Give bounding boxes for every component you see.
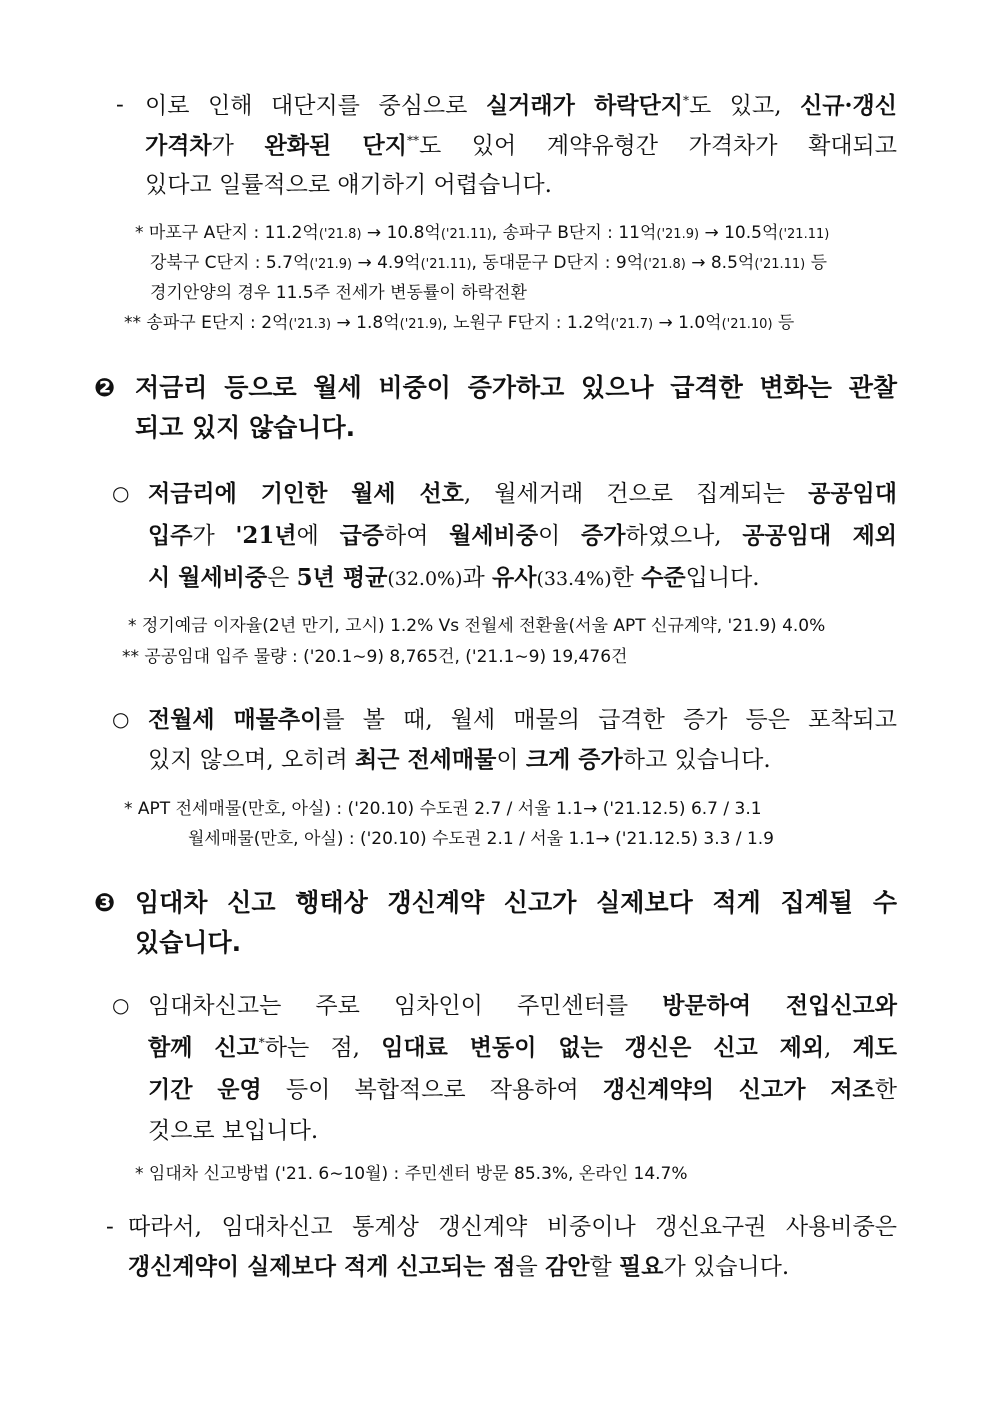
bold-run: 월세비중 (449, 522, 539, 549)
bold-run: 증가 (580, 522, 626, 549)
text-run: , 동대문구 D단지 : 9억 (471, 253, 644, 273)
text-run: 하여 (384, 523, 450, 549)
bold-run: 갱신계약의 신고가 저조 (602, 1076, 875, 1103)
line (148, 700, 897, 740)
text-run: 도 있고, (688, 93, 801, 119)
line: 것으로 보입니다. (148, 1118, 319, 1144)
text-run: 등 (805, 253, 828, 273)
bold-run: 필요 (619, 1253, 664, 1280)
text-run: 한 (874, 1077, 897, 1103)
bold-run: 방문하여 전입신고와 (662, 992, 897, 1019)
bold-run: 계도 (852, 1034, 898, 1061)
bold-run: 유사 (492, 564, 537, 591)
dash-marker: - (106, 1214, 114, 1240)
line (148, 557, 897, 600)
line (148, 1069, 897, 1111)
text-run: → 1.0억 (653, 313, 722, 333)
text-run: 를 볼 때, 월세 매물의 급격한 증가 등은 포착되고 (322, 707, 897, 733)
date-run: ('21.9) (399, 317, 443, 332)
footnote-mark: ** (406, 133, 419, 148)
text-run: 입니다. (685, 565, 760, 591)
heading-number: ❸ (94, 888, 116, 917)
bold-run: 입주 (148, 522, 193, 549)
bold-run: 공공임대 제외 (742, 522, 898, 549)
date-run: ('21.9) (309, 257, 353, 272)
footnote-mark: * (258, 1035, 265, 1050)
heading-line: 있습니다. (135, 928, 242, 957)
text-run: → 8.5억 (685, 253, 755, 273)
bold-run: 수준 (641, 564, 686, 591)
text-run: 강북구 C단지 : 5.7억 (150, 253, 310, 273)
bullet-marker: ○ (112, 481, 130, 505)
footnote-line: 월세매물(만호, 아실) : ('20.10) 수도권 2.1 / 서울 1.1→ ('21.12.5) 3.3 / 1.9 (188, 829, 774, 849)
bold-run: 최근 전세매물 (355, 746, 497, 773)
heading-line: 임대차 신고 행태상 갱신계약 신고가 실제보다 적게 집계될 수 (135, 888, 897, 917)
text-run: 등이 복합적으로 작용하여 (261, 1077, 603, 1103)
date-run: ('21.8) (643, 257, 686, 272)
text-run: 과 (462, 565, 493, 591)
text-run: 하는 점, (264, 1035, 382, 1061)
line (145, 126, 897, 166)
bold-run: 임대료 변동이 없는 갱신은 신고 제외 (381, 1034, 825, 1061)
footnote-line (135, 219, 829, 249)
bold-run: 완화된 단지 (264, 132, 407, 159)
bullet-marker: ○ (112, 707, 130, 731)
percent-run: (32.0%) (387, 568, 463, 590)
line (148, 985, 897, 1027)
bold-run: 가격차 (145, 132, 212, 159)
text-run: 이 (538, 523, 581, 549)
text-run: , 송파구 B단지 : 11억 (491, 223, 657, 243)
date-run: ('21.9) (656, 227, 700, 242)
bold-run: 크게 증가 (525, 746, 623, 773)
text-run: 하고 있습니다. (622, 747, 771, 773)
date-run: ('21.8) (318, 227, 362, 242)
text-run: 있지 않으며, 오히려 (148, 747, 355, 773)
bold-run: 저금리에 기인한 월세 선호 (148, 480, 464, 507)
text-run: 을 (515, 1254, 546, 1280)
date-run: ('21.11) (754, 257, 806, 272)
footnote-line: * 임대차 신고방법 ('21. 6∼10월) : 주민센터 방문 85.3%, 온라인 14.7% (135, 1164, 688, 1184)
text-run: ** 송파구 E단지 : 2억 (124, 313, 289, 333)
bold-run: 신규·갱신 (800, 92, 897, 119)
bold-run: 갱신계약이 실제보다 적게 신고되는 점 (128, 1253, 516, 1280)
line (145, 86, 897, 126)
text-run: 할 (589, 1254, 620, 1280)
line (148, 1027, 897, 1069)
date-run: ('21.11) (778, 227, 830, 242)
bold-run: 시 월세비중 (148, 564, 268, 591)
date-run: ('21.11) (440, 227, 492, 242)
bold-run: 공공임대 (808, 480, 897, 507)
text-run: → 4.9억 (352, 253, 421, 273)
text-run: 가 (192, 523, 236, 549)
footnote-line: * 정기예금 이자율(2년 만기, 고시) 1.2% Vs 전월세 전환율(서울 APT 신규계약, '21.9) 4.0% (128, 616, 826, 636)
text-run: 가 있습니다. (663, 1254, 790, 1280)
text-run: 하였으나, (625, 523, 743, 549)
heading-line: 저금리 등으로 월세 비중이 증가하고 있으나 급격한 변화는 관찰 (135, 373, 897, 402)
footnote-line: * APT 전세매물(만호, 아실) : ('20.10) 수도권 2.7 / 서울 1.1→ ('21.12.5) 6.7 / 3.1 (124, 799, 762, 819)
dash-marker: - (116, 92, 124, 118)
footnote-line: 경기안양의 경우 11.5주 전세가 변동률이 하락전환 (150, 283, 527, 303)
text-run: 임대차신고는 주로 임차인이 주민센터를 (148, 993, 663, 1019)
text-run: 이 (496, 747, 526, 773)
text-run: 이로 인해 대단지를 중심으로 (145, 93, 486, 119)
line (148, 515, 897, 557)
footnote-line (124, 309, 794, 339)
bold-run: 급증 (339, 522, 385, 549)
line (128, 1247, 897, 1287)
footnote-mark: * (682, 93, 689, 108)
date-run: ('21.3) (288, 317, 332, 332)
text-run: 등 (772, 313, 795, 333)
text-run: → 10.8억 (361, 223, 441, 243)
line (148, 740, 897, 780)
line: 있다고 일률적으로 얘기하기 어렵습니다. (145, 172, 552, 198)
bold-run: 함께 신고 (148, 1034, 259, 1061)
footnote-line (150, 249, 827, 279)
bold-run: 기간 운영 (148, 1076, 262, 1103)
line (148, 473, 897, 515)
date-run: ('21.11) (420, 257, 472, 272)
text-run: 도 있어 계약유형간 가격차가 확대되고 (418, 133, 897, 159)
text-run: 은 (267, 565, 297, 591)
line: 따라서, 임대차신고 통계상 갱신계약 비중이나 갱신요구권 사용비중은 (128, 1214, 897, 1240)
bullet-marker: ○ (112, 993, 130, 1017)
heading-number: ❷ (94, 373, 116, 402)
text-run: 에 (296, 523, 340, 549)
heading-line: 되고 있지 않습니다. (135, 413, 356, 442)
date-run: ('21.7) (610, 317, 654, 332)
bold-run: 전월세 매물추이 (148, 706, 323, 733)
text-run: , 월세거래 건으로 집계되는 (463, 481, 809, 507)
text-run: → 10.5억 (699, 223, 779, 243)
text-run: 가 (211, 133, 265, 159)
bold-run: 감안 (545, 1253, 590, 1280)
footnote-line: ** 공공임대 입주 물량 : ('20.1∼9) 8,765건, ('21.1∼9) 19,476건 (122, 647, 628, 667)
text-run: → 1.8억 (331, 313, 400, 333)
bold-run: 5년 평균 (296, 564, 388, 591)
text-run: , (824, 1035, 853, 1061)
text-run: 한 (611, 565, 642, 591)
percent-run: (33.4%) (536, 568, 612, 590)
bold-run: '21년 (235, 522, 297, 549)
date-run: ('21.10) (721, 317, 773, 332)
text-run: , 노원구 F단지 : 1.2억 (442, 313, 611, 333)
text-run: * 마포구 A단지 : 11.2억 (135, 223, 319, 243)
bold-run: 실거래가 하락단지 (485, 92, 683, 119)
